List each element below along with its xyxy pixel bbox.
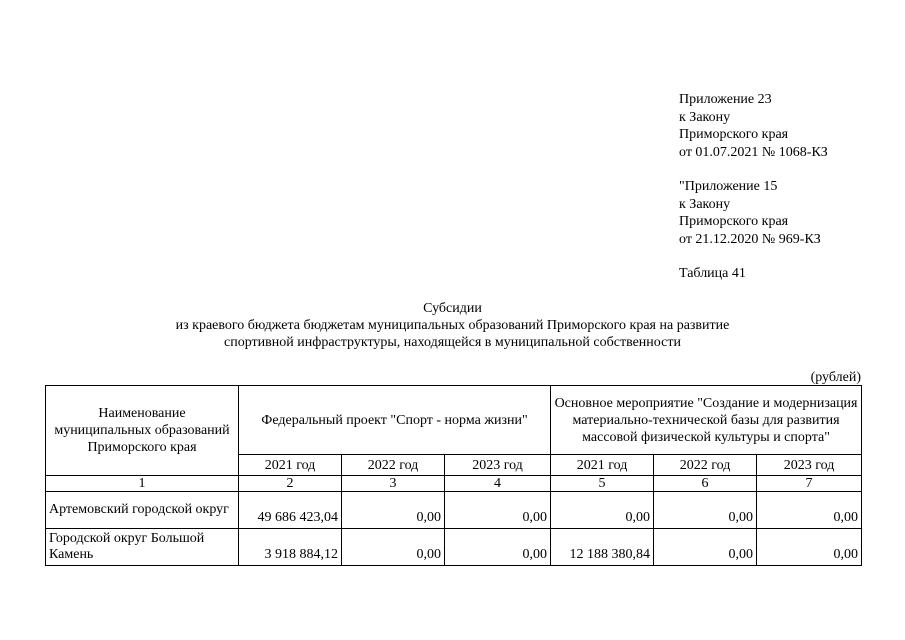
year-header: 2023 год xyxy=(757,455,862,476)
appendix-line: Приложение 23 xyxy=(679,92,772,107)
title-line: спортивной инфраструктуры, находящейся в муниципальной собственности xyxy=(224,335,681,350)
units-label: (рублей) xyxy=(810,370,861,385)
municipality-name: Артемовский городской округ xyxy=(46,492,239,529)
column-number: 5 xyxy=(551,476,654,492)
amount-cell: 0,00 xyxy=(445,529,551,566)
table-row xyxy=(46,529,862,566)
year-header: 2022 год xyxy=(654,455,757,476)
year-header: 2021 год xyxy=(551,455,654,476)
federal-project-header: Федеральный проект "Спорт - норма жизни" xyxy=(239,386,551,455)
appendix-reference xyxy=(679,91,828,283)
year-header: 2021 год xyxy=(239,455,342,476)
title-line: Субсидии xyxy=(423,301,482,316)
document-title xyxy=(0,300,905,351)
amount-cell: 0,00 xyxy=(445,492,551,529)
appendix-line: к Закону xyxy=(679,109,731,125)
column-number: 3 xyxy=(342,476,445,492)
amount-cell: 49 686 423,04 xyxy=(239,492,342,529)
amount-cell: 0,00 xyxy=(551,492,654,529)
previous-appendix-line: к Закону xyxy=(679,196,731,212)
column-number: 6 xyxy=(654,476,757,492)
amount-cell: 0,00 xyxy=(342,492,445,529)
year-header: 2023 год xyxy=(445,455,551,476)
title-line: из краевого бюджета бюджетам муниципальных образований Приморского края на развитие xyxy=(175,318,730,333)
previous-appendix-line: от 21.12.2020 № 969-КЗ xyxy=(679,231,821,247)
previous-appendix-line: "Приложение 15 xyxy=(679,179,778,194)
amount-cell: 3 918 884,12 xyxy=(239,529,342,566)
amount-cell: 12 188 380,84 xyxy=(551,529,654,566)
spacer xyxy=(679,161,828,178)
amount-cell: 0,00 xyxy=(757,492,862,529)
amount-cell: 0,00 xyxy=(654,492,757,529)
column-number: 7 xyxy=(757,476,862,492)
amount-cell: 0,00 xyxy=(654,529,757,566)
column-number: 4 xyxy=(445,476,551,492)
main-activity-header: Основное мероприятие "Создание и модернизация материально-технической базы для развития массовой физической культуры и спорта" xyxy=(551,386,862,455)
header-row xyxy=(46,386,862,455)
amount-cell: 0,00 xyxy=(757,529,862,566)
appendix-line: от 01.07.2021 № 1068-КЗ xyxy=(679,144,828,160)
spacer xyxy=(679,248,828,265)
previous-appendix-line: Приморского края xyxy=(679,214,789,229)
table-row xyxy=(46,492,862,529)
column-number-row xyxy=(46,476,862,492)
subsidy-table xyxy=(45,385,862,566)
column-number: 2 xyxy=(239,476,342,492)
amount-cell: 0,00 xyxy=(342,529,445,566)
year-header: 2022 год xyxy=(342,455,445,476)
appendix-line: Приморского края xyxy=(679,127,789,142)
column-number: 1 xyxy=(46,476,239,492)
table-label: Таблица 41 xyxy=(679,266,746,281)
municipality-header: Наименование муниципальных образований Приморского края xyxy=(46,386,239,476)
municipality-name: Городской округ Большой Камень xyxy=(46,529,239,566)
